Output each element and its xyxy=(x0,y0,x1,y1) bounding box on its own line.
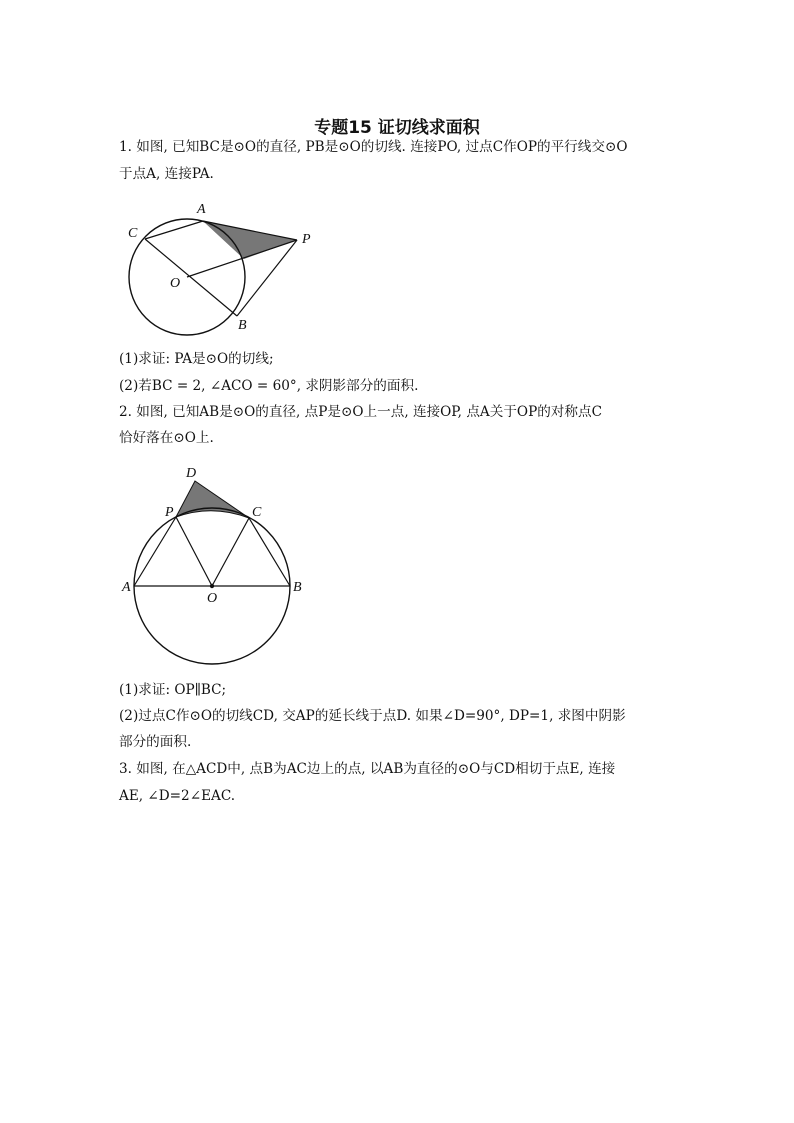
problem1-label-B: B xyxy=(238,318,247,333)
problem1-statement-line1: 1. 如图, 已知BC是⊙O的直径, PB是⊙O的切线. 连接PO, 过点C作OP的平行线交⊙O xyxy=(119,139,628,155)
problem2-label-P: P xyxy=(165,505,174,520)
problem2-label-O: O xyxy=(207,591,218,606)
problem2-question2-line1: (2)过点C作⊙O的切线CD, 交AP的延长线于点D. 如果∠D=90°, DP=1, 求图中阴影 xyxy=(119,708,626,724)
problem1-question2: (2)若BC = 2, ∠ACO = 60°, 求阴影部分的面积. xyxy=(119,378,419,394)
problem2-question1: (1)求证: OP∥BC; xyxy=(119,682,227,698)
problem2-statement-line1: 2. 如图, 已知AB是⊙O的直径, 点P是⊙O上一点, 连接OP, 点A关于OP的对称点C xyxy=(119,404,602,420)
problem1-statement-line2: 于点A, 连接PA. xyxy=(119,166,214,182)
problem1-label-O: O xyxy=(170,276,181,291)
problem2-label-D: D xyxy=(186,466,197,481)
problem1-label-C: C xyxy=(128,226,138,241)
problem3-statement-line1: 3. 如图, 在△ACD中, 点B为AC边上的点, 以AB为直径的⊙O与CD相切于点E, 连接 xyxy=(119,761,616,777)
problem2-label-C: C xyxy=(252,505,262,520)
problem2-question2-line2: 部分的面积. xyxy=(119,734,192,750)
page-title: 专题15 证切线求面积 xyxy=(314,118,480,138)
problem1-question1: (1)求证: PA是⊙O的切线; xyxy=(119,351,274,367)
problem1-label-P: P xyxy=(302,232,311,247)
problem1-label-A: A xyxy=(197,202,206,217)
problem2-statement-line2: 恰好落在⊙O上. xyxy=(119,430,214,446)
problem2-label-A: A xyxy=(122,580,131,595)
problem3-statement-line2: AE, ∠D=2∠EAC. xyxy=(119,788,236,804)
problem2-label-B: B xyxy=(293,580,302,595)
